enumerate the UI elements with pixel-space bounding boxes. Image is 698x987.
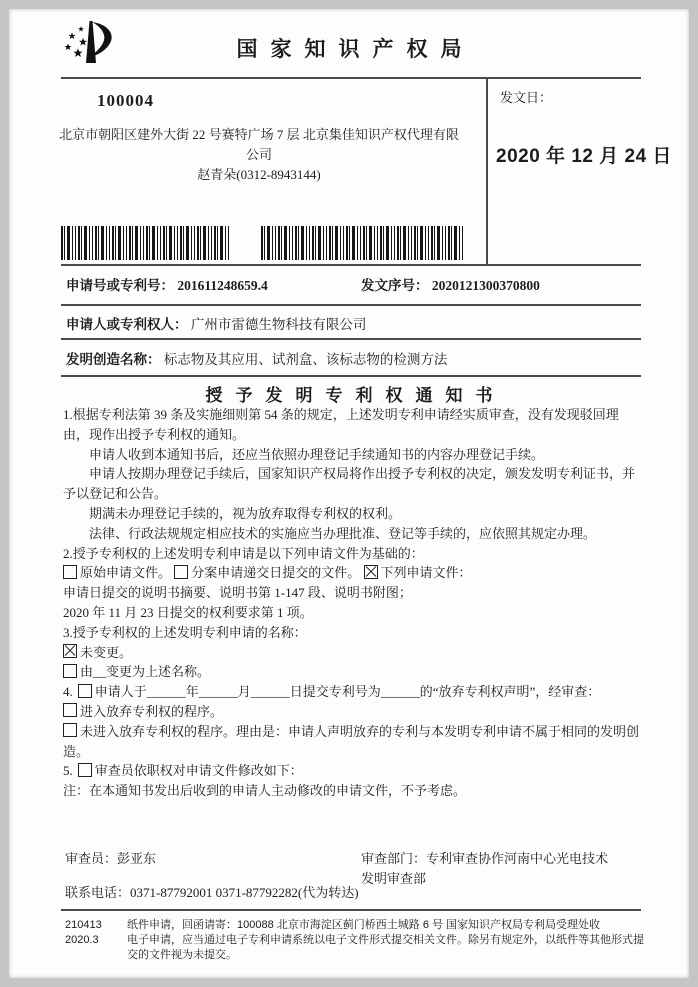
examiner-name: 彭亚东 [117, 851, 157, 866]
footer-line-1: 纸件申请，回函请寄：100088 北京市海淀区蓟门桥西土城路 6 号 国家知识产权局专利局受理处收 [127, 919, 601, 931]
item2-option1-label: 原始申请文件。 [80, 565, 172, 581]
item3-option-2 [63, 662, 643, 682]
dispatch-date-label: 发文日： [500, 90, 553, 105]
item4-text: 申请人于______年______月______日提交专利号为______的“放弃专利权声明”，经审查： [94, 684, 601, 700]
recipient-address: 北京市朝阳区建外大街 22 号赛特广场 7 层 北京集佳知识产权代理有限公司 [59, 127, 459, 162]
item3-option2-label: 由__变更为上述名称。 [80, 664, 211, 680]
item3-heading: 3.授予专利权的上述发明专利申请的名称： [63, 624, 307, 640]
checkbox-examiner-amendment [78, 763, 92, 777]
item4-option-1 [63, 702, 643, 722]
date-box-divider [486, 77, 488, 264]
checkbox-unchanged [63, 644, 77, 658]
applicant-value: 广州市雷德生物科技有限公司 [190, 317, 367, 332]
invention-title-row [66, 348, 633, 368]
notice-title: 授予发明专利权通知书 [205, 386, 506, 405]
phone-numbers: 0371-87792001 0371-87792282(代为转达) [130, 885, 359, 900]
paragraph-2: 申请人收到本通知书后，还应当依照办理登记手续通知书的内容办理登记手续。 [89, 446, 545, 462]
item5-number: 5. [63, 763, 73, 779]
footer [65, 918, 651, 963]
applicant-label: 申请人或专利权人： [66, 317, 188, 332]
item4-option-2 [63, 722, 643, 762]
footer-line-2: 电子申请，应当通过电子专利申请系统以电子文件形式提交相关文件。除另有规定外，以纸件等其他形式提交的文件视为未提交。 [127, 934, 644, 961]
item4-option2-label: 未进入放弃专利权的程序。理由是：申请人声明放弃的专利与本发明专利申请不属于相同的发明创造。 [63, 723, 640, 759]
item2-file-2: 2020 年 11 月 23 日提交的权利要求第 1 项。 [63, 604, 313, 620]
paragraph-4: 期满未办理登记手续的，视为放弃取得专利权的权利。 [89, 505, 402, 521]
paragraph-5: 法律、行政法规规定相应技术的实施应当办理批准、登记等手续的，应依照其规定办理。 [89, 525, 597, 541]
application-no-value: 201611248659.4 [177, 278, 268, 293]
barcode-left [61, 226, 229, 260]
dispatch-date-value: 2020 年 12 月 24 日 [496, 146, 672, 167]
postal-code: 100004 [97, 91, 154, 110]
divider [61, 304, 641, 306]
department-line1: 专利审查协作河南中心光电技术 [426, 851, 609, 866]
checkbox-following-documents [364, 565, 378, 579]
document-page [9, 9, 689, 978]
item2-heading: 2.授予专利权的上述发明专利申请是以下列申请文件为基础的： [63, 545, 424, 561]
application-number-row [66, 274, 633, 294]
divider [61, 264, 641, 266]
item3-option1-label: 未变更。 [80, 644, 133, 660]
divider [61, 375, 641, 377]
divider [61, 338, 641, 340]
paragraph-1: 1.根据专利法第 39 条及实施细则第 54 条的规定，上述发明专利申请经实质审查，没有发现驳回理由，现作出授予专利权的通知。 [63, 407, 619, 442]
dispatch-serial-value: 2020121300370800 [431, 278, 540, 293]
notice-body [63, 405, 643, 801]
dispatch-serial-label: 发文序号： [361, 278, 429, 293]
signature-block [65, 849, 637, 903]
recipient-contact: 赵青朵(0312-8943144) [197, 167, 321, 182]
item4-number: 4. [63, 684, 73, 700]
footer-divider [61, 909, 641, 911]
checkbox-changed-name [63, 664, 77, 678]
item4-line [63, 682, 643, 702]
item5-text: 审查员依职权对申请文件修改如下： [94, 763, 303, 779]
footer-code-1: 210413 [65, 919, 102, 931]
checkbox-enter-waiver [63, 703, 77, 717]
barcode-right [261, 226, 463, 260]
item5-line [63, 761, 643, 781]
examiner-label: 审查员： [65, 851, 118, 866]
department-line2: 发明审查部 [361, 871, 427, 886]
item2-options [63, 563, 643, 583]
department-label: 审查部门： [361, 851, 427, 866]
phone-label: 联系电话： [65, 885, 131, 900]
checkbox-original-documents [63, 565, 77, 579]
footer-text [127, 918, 651, 963]
checkbox-waiver-declaration [78, 684, 92, 698]
invention-title-value: 标志物及其应用、试剂盒、该标志物的检测方法 [163, 352, 448, 367]
note-line: 注：在本通知书发出后收到的申请人主动修改的申请文件，不予考虑。 [63, 783, 467, 799]
checkbox-not-enter-waiver [63, 723, 77, 737]
application-no-label: 申请号或专利号： [66, 278, 174, 293]
header-divider [61, 77, 641, 79]
item2-option2-label: 分案申请递交日提交的文件。 [191, 565, 361, 581]
invention-title-label: 发明创造名称： [66, 352, 161, 367]
checkbox-divisional-documents [174, 565, 188, 579]
department-block [361, 849, 643, 889]
paragraph-3: 申请人按期办理登记手续后，国家知识产权局将作出授予专利权的决定，颁发发明专利证书，并予以登记和公告。 [63, 466, 636, 502]
item4-option1-label: 进入放弃专利权的程序。 [80, 703, 224, 719]
applicant-row [66, 313, 633, 333]
agency-title: 国家知识产权局 [236, 37, 475, 61]
item2-file-1: 申请日提交的说明书摘要、说明书第 1-147 段、说明书附图； [63, 585, 412, 601]
footer-codes [65, 918, 127, 963]
item2-option3-label: 下列申请文件： [380, 565, 472, 581]
recipient-address-block [57, 125, 461, 185]
item3-option-1 [63, 643, 643, 663]
footer-code-2: 2020.3 [65, 934, 99, 946]
